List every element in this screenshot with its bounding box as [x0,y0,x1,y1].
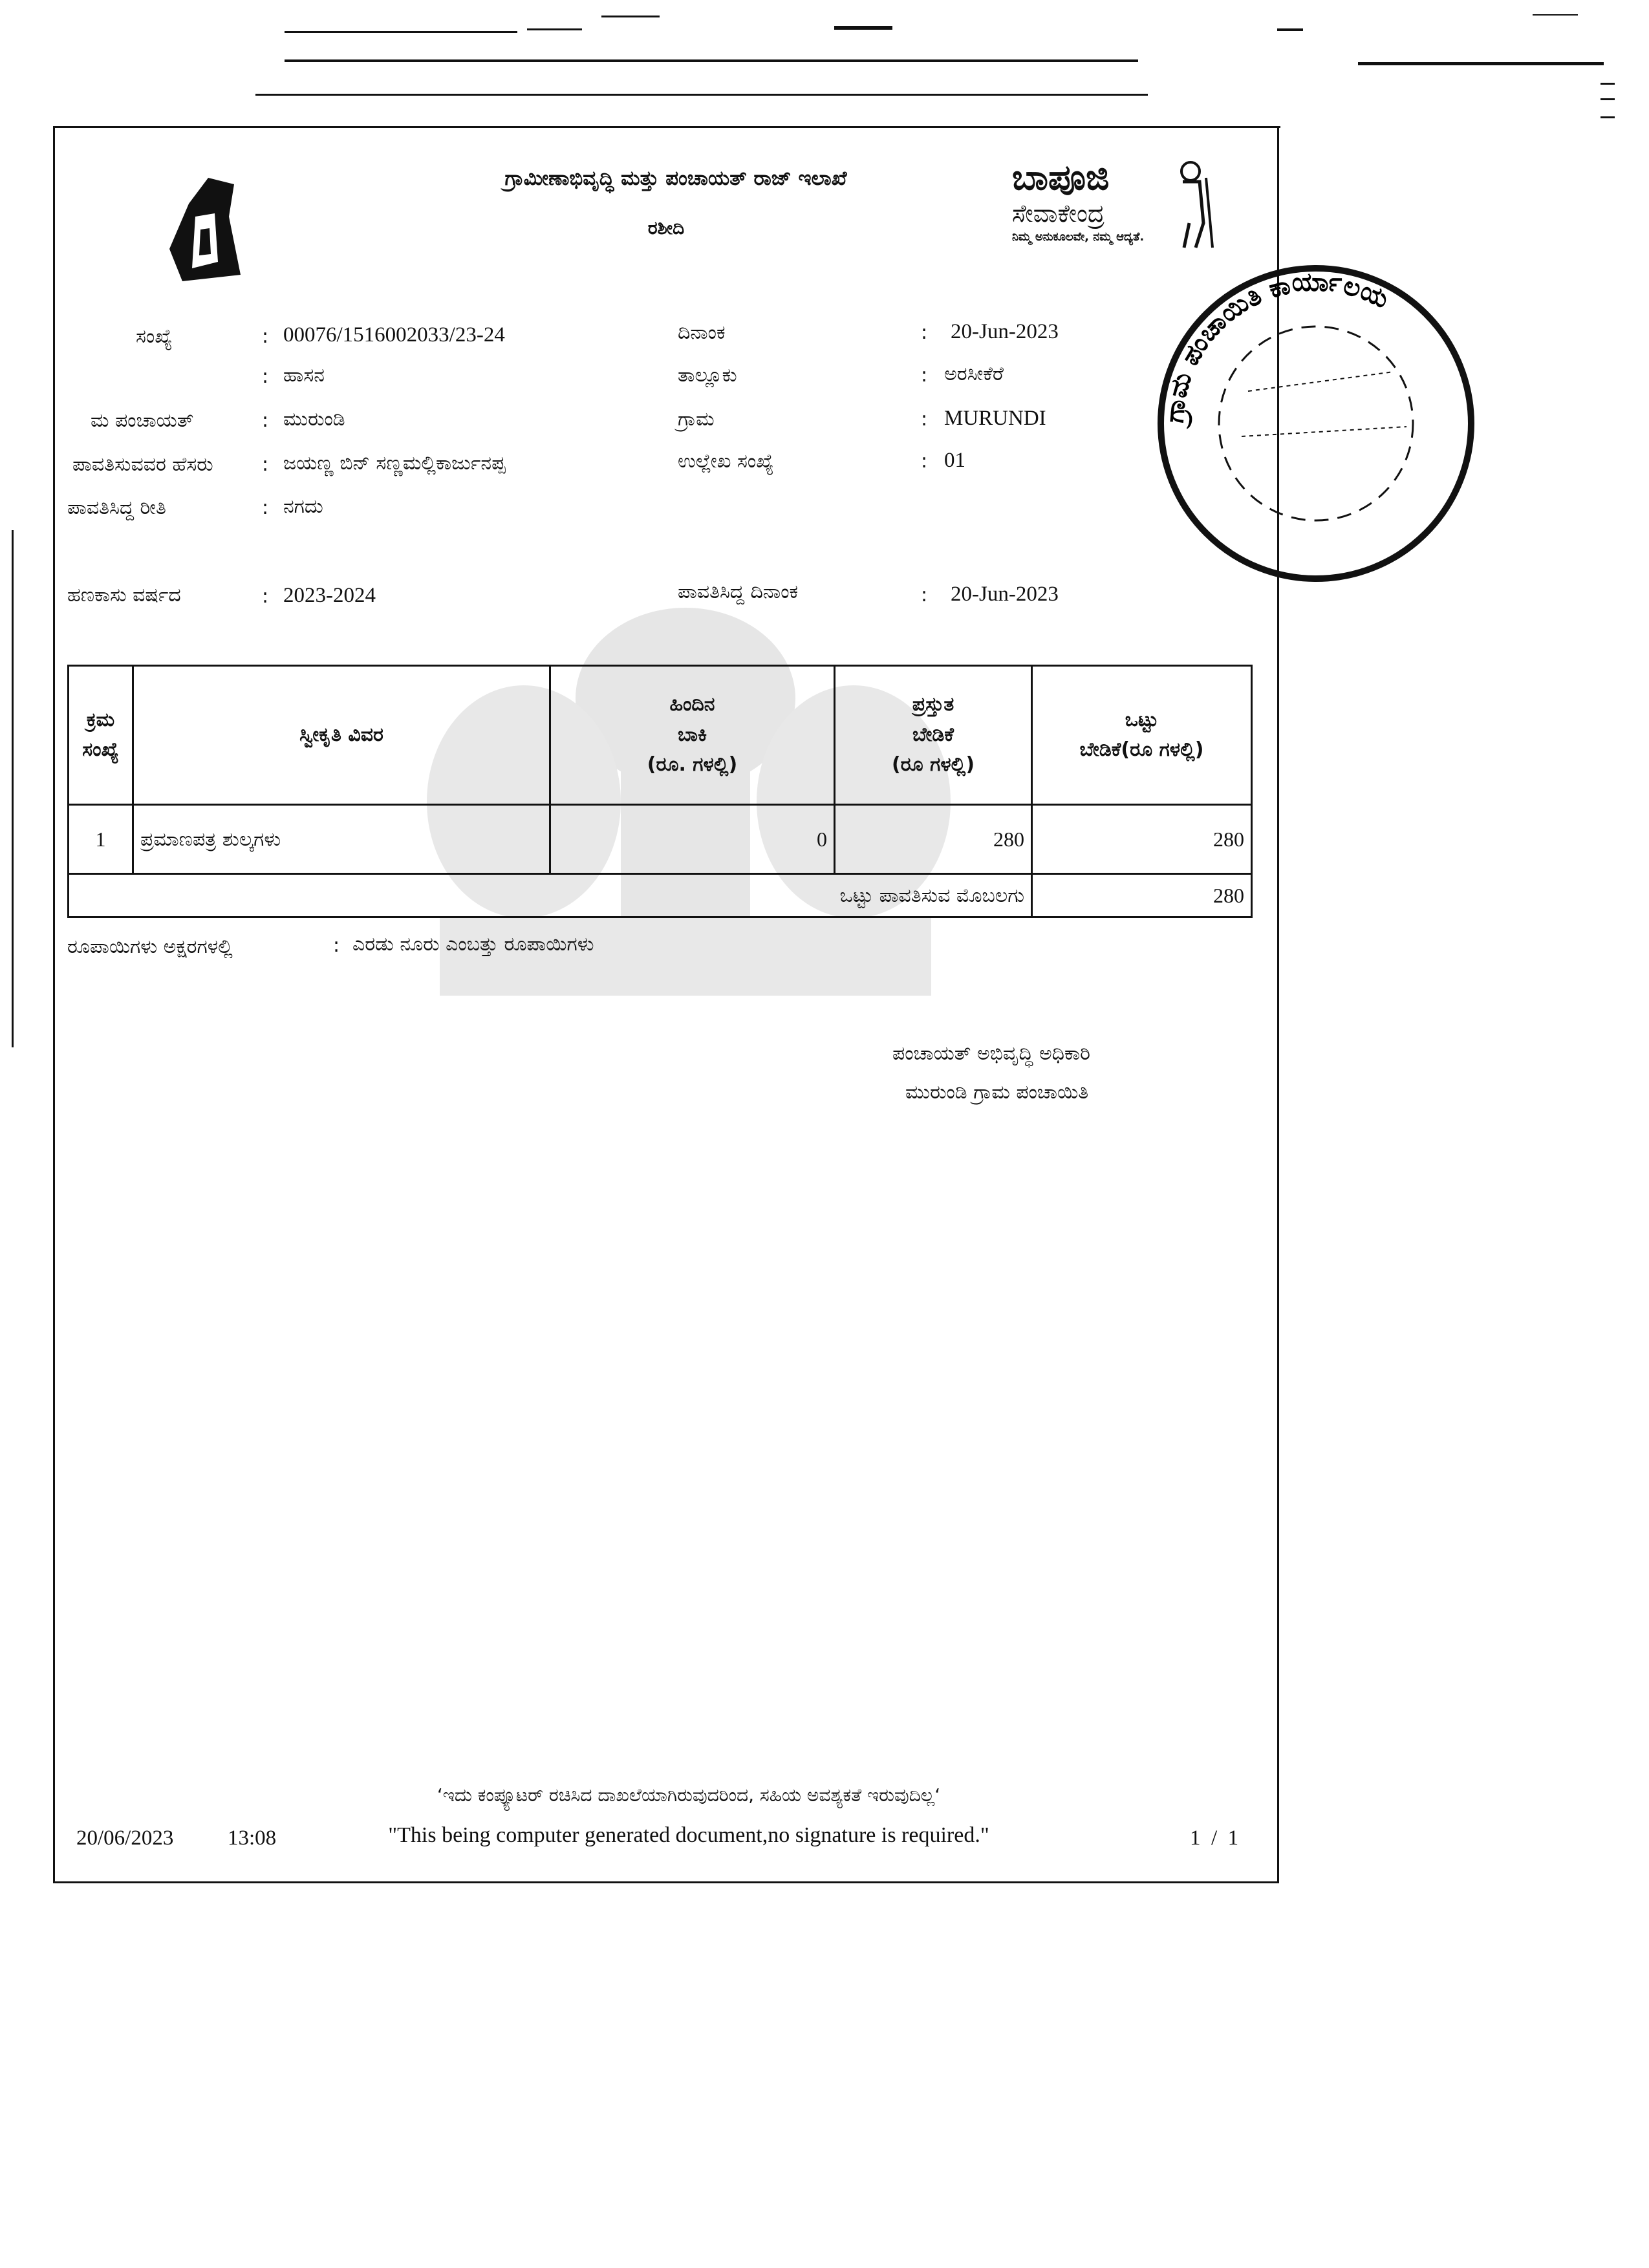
total-label: ಒಟ್ಟು ಪಾವತಿಸುವ ಮೊಬಲಗು [69,874,1032,917]
footer-date: 20/06/2023 [76,1826,174,1850]
date-value: 20-Jun-2023 [951,320,1059,343]
payment-mode-label: ಪಾವತಿಸಿದ್ದ ರೀತಿ [67,497,166,519]
scan-artifact [285,31,517,33]
footer-time: 13:08 [228,1826,277,1850]
colon: : [262,409,269,432]
receipt-no-label: ಸಂಖ್ಯೆ [136,325,173,348]
scan-artifact [527,28,582,30]
table-row [69,805,1252,874]
table-header-row [69,666,1252,805]
payment-mode-value: ನಗದು [283,495,323,518]
paid-date-value: 20-Jun-2023 [951,583,1059,606]
signatory-office: ಮುರುಂಡಿ ಗ್ರಾಮ ಪಂಚಾಯಿತಿ [905,1081,1089,1104]
colon: : [921,321,928,344]
header-sl [69,666,133,805]
signatory-designation: ಪಂಚಾಯತ್ ಅಭಿವೃದ್ಧಿ ಅಧಿಕಾರಿ [892,1042,1090,1065]
footer-english-note: "This being computer generated document,no signature is required." [388,1823,989,1847]
panchayat-value: ಮುರುಂಡಿ [283,408,345,431]
scan-artifact [1358,62,1604,65]
colon: : [262,365,269,388]
total-value: 280 [1032,874,1252,917]
receipt-table [67,665,1253,918]
scan-artifact [255,94,1148,96]
panchayat-seal-stamp [1135,242,1497,604]
department-title: ಗ್ರಾಮೀಣಾಭಿವೃದ್ಧಿ ಮತ್ತು ಪಂಚಾಯತ್ ರಾಜ್ ಇಲಾಖೆ [504,167,847,190]
taluk-value: ಅರಸೀಕೆರೆ [944,363,1004,385]
scan-artifact [601,16,660,17]
colon: : [262,325,269,348]
colon: : [333,934,340,957]
village-label: ಗ್ರಾಮ [678,408,715,431]
logo-tagline: ನಿಮ್ಮ ಅನುಕೂಲವೇ, ನಮ್ಮ ಆದ್ಯತೆ. [1012,230,1145,244]
payer-value: ಜಯಣ್ಣ ಬಿನ್ ಸಣ್ಣಮಲ್ಲಿಕಾರ್ಜುನಪ್ಪ [283,452,506,475]
header-text: ಬೇಡಿಕೆ(ರೂ ಗಳಲ್ಲಿ) [1079,738,1204,761]
receipt-no-value: 00076/1516002033/23-24 [283,323,505,347]
colon: : [921,450,928,473]
date-label: ದಿನಾಂಕ [678,321,726,344]
colon: : [921,584,928,606]
header-text: ಹಿಂದಿನ [669,693,715,716]
header-text: (ರೂ ಗಳಲ್ಲಿ) [891,753,975,776]
scan-artifact [12,530,14,1047]
payer-label: ಪಾವತಿಸುವವರ ಹೆಸರು [72,453,213,476]
scan-artifact [1600,116,1615,118]
header-text: ಕ್ರಮ [86,708,115,731]
header-text: (ರೂ. ಗಳಲ್ಲಿ) [647,753,738,776]
colon: : [262,453,269,476]
header-text: ಒಟ್ಟು [1125,708,1159,731]
district-value: ಹಾಸನ [283,364,325,387]
header-text: ಸಂಖ್ಯೆ [82,738,119,761]
seal-text: ಗ್ರಾಮ ಪಂಚಾಯಿತಿ ಕಾರ್ಯಾಲಯ [1159,267,1394,424]
header-text: ಬಾಕಿ [677,723,707,746]
footer-kannada-note: ‘ಇದು ಕಂಪ್ಯೂಟರ್ ರಚಿಸಿದ ದಾಖಲೆಯಾಗಿರುವುದರಿಂದ, ಸಹಿಯ ಅವಶ್ಯಕತೆ ಇರುವುದಿಲ್ಲ‘ [436,1784,941,1806]
document-title: ರಶೀದಿ [647,217,685,239]
ref-value: 01 [944,449,965,472]
amount-words-value: ಎರಡು ನೂರು ಎಂಬತ್ತು ರೂಪಾಯಿಗಳು [352,933,594,956]
ref-label: ಉಲ್ಲೇಖ ಸಂಖ್ಯೆ [678,450,774,473]
colon: : [262,585,269,608]
row-current-demand: 280 [835,805,1032,874]
colon: : [921,408,928,431]
scan-artifact [1600,83,1615,85]
fy-value: 2023-2024 [283,584,376,607]
scan-artifact [1533,14,1578,16]
scan-artifact [1600,98,1615,100]
paid-date-label: ಪಾವತಿಸಿದ್ದ ದಿನಾಂಕ [678,581,798,603]
page-number: 1 / 1 [1190,1826,1239,1850]
colon: : [262,497,269,519]
header-previous-due [550,666,835,805]
header-description: ಸ್ವೀಕೃತಿ ವಿವರ [133,666,550,805]
header-text: ಪ್ರಸ್ತುತ [912,693,954,716]
taluk-label: ತಾಲ್ಲೂಕು [678,364,737,387]
header-total-demand [1032,666,1252,805]
panchayat-label: ಮ ಪಂಚಾಯತ್ [91,409,194,432]
frame-top-edge [236,126,1280,128]
row-previous-due: 0 [550,805,835,874]
village-value: MURUNDI [944,407,1046,430]
scan-artifact [834,26,892,30]
colon: : [921,364,928,387]
logo-line2: ಸೇವಾಕೇಂದ್ರ [1012,199,1105,228]
row-total-demand: 280 [1032,805,1252,874]
fy-label: ಹಣಕಾಸು ವರ್ಷದ [67,584,181,606]
table-total-row [69,874,1252,917]
gandhi-figure-icon [1167,158,1219,249]
row-description: ಪ್ರಮಾಣಪತ್ರ ಶುಲ್ಕಗಳು [133,805,550,874]
header-current-demand [835,666,1032,805]
header-text: ಬೇಡಿಕೆ [912,723,954,746]
scan-artifact [285,59,1138,62]
row-sl: 1 [69,805,133,874]
svg-text:ಗ್ರಾಮ ಪಂಚಾಯಿತಿ ಕಾರ್ಯಾಲಯ [1159,268,1393,431]
scan-artifact [1277,28,1303,31]
amount-words-label: ರೂಪಾಯಿಗಳು ಅಕ್ಷರಗಳಲ್ಲಿ [67,936,233,958]
logo-line1: ಬಾಪೂಜಿ [1012,157,1110,198]
